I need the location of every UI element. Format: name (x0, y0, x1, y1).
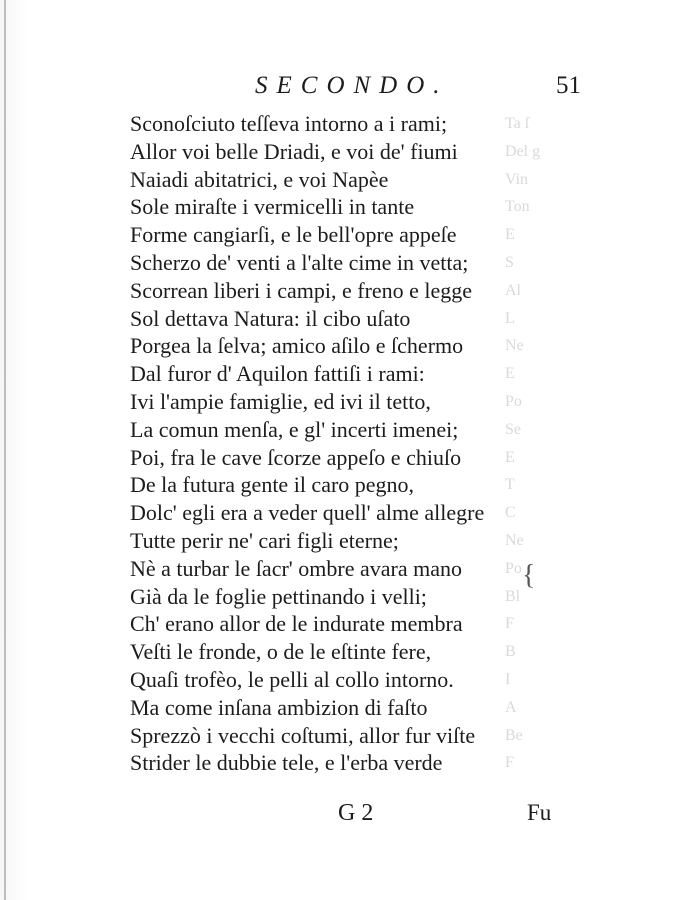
verse-line: Scorrean liberi i campi, e freno e legge (130, 277, 473, 303)
verse-line: Sole miraſte i vermicelli in tante (130, 194, 415, 220)
verse-line: Dolc' egli era a veder quell' alme allegre (130, 500, 485, 526)
bleed-through-fragment: Ta ſ (505, 115, 530, 132)
verse-line: Nè a turbar le ſacr' ombre avara mano (130, 555, 462, 581)
bleed-through-fragment: E (505, 448, 515, 466)
verse-block (130, 110, 530, 777)
bleed-through-fragment: Vin (505, 170, 529, 188)
bleed-through-fragment: Po (505, 559, 522, 577)
verse-line: Ch' erano allor de le indurate membra (130, 611, 463, 637)
verse-line: De la futura gente il caro pegno, (130, 472, 415, 498)
verse-line: Tutte perir ne' cari figli eterne; (130, 527, 399, 553)
verse-line: Sconoſciuto teſſeva intorno a i rami; (130, 111, 448, 136)
bleed-through-fragment: Ne (505, 337, 524, 355)
bleed-through-fragment: S (505, 253, 514, 271)
verse-line: Sprezzò i vecchi coſtumi, allor fur viſte (130, 722, 476, 748)
bleed-through-fragment: F (505, 754, 514, 772)
bleed-through-fragment: Bl (505, 587, 521, 605)
verse-line: Porgea la ſelva; amico aſilo e ſchermo (130, 333, 464, 359)
verse-line: Ivi l'ampie famiglie, ed ivi il tetto, (130, 388, 431, 414)
verse-line: Quaſi trofèo, le pelli al collo intorno. (130, 666, 454, 692)
verse-line: Naiadi abitatrici, e voi Napèe (130, 166, 389, 192)
bleed-through-fragment: C (505, 504, 516, 522)
verse-line: Ma come inſana ambizion di faſto (130, 694, 428, 720)
page-number: 51 (556, 72, 581, 99)
bleed-through-fragment: E (505, 365, 515, 383)
running-head-title: SECONDO. (255, 72, 449, 99)
verse-line: Poi, fra le cave ſcorze appeſo e chiuſo (130, 444, 462, 470)
verse-line: Dal furor d' Aquilon fattiſi i rami: (130, 361, 425, 387)
verse-line: La comun menſa, e gl' incerti imenei; (130, 416, 459, 442)
page-gutter-edge (4, 0, 6, 900)
bleed-through-fragment: Ton (505, 198, 530, 216)
bleed-through-fragment: Po (505, 392, 522, 410)
bleed-through-fragment: B (505, 643, 516, 661)
margin-bracket-mark: { (522, 560, 536, 591)
bleed-through-fragment: Del g (505, 142, 541, 160)
verse-line: Già da le foglie pettinando i velli; (130, 583, 427, 609)
verse-line: Forme cangiarſi, e le bell'opre appeſe (130, 222, 457, 248)
bleed-through-fragment: I (505, 670, 511, 688)
verse-line: Sol dettava Natura: il cibo uſato (130, 305, 411, 331)
bleed-through-fragment: Ne (505, 531, 524, 549)
bleed-through-fragment: E (505, 226, 515, 244)
verse-line: Scherzo de' venti a l'alte cime in vetta; (130, 249, 469, 275)
bleed-through-fragment: T (505, 476, 515, 494)
bleed-through-fragment: A (505, 698, 517, 716)
signature-mark: G 2 (338, 800, 374, 826)
bleed-through-fragment: L (505, 309, 515, 327)
bleed-through-fragment: Se (505, 420, 521, 438)
bleed-through-fragment: F (505, 615, 514, 633)
verse-line: Strider le dubbie tele, e l'erba verde (130, 750, 443, 776)
bleed-through-fragment: Al (505, 281, 521, 299)
verse-line: Allor voi belle Driadi, e voi de' fiumi (130, 138, 458, 164)
catchword: Fu (527, 800, 552, 825)
bleed-through-fragment: Be (505, 726, 523, 744)
verse-line: Veſti le fronde, o de le eſtinte fere, (130, 639, 432, 665)
